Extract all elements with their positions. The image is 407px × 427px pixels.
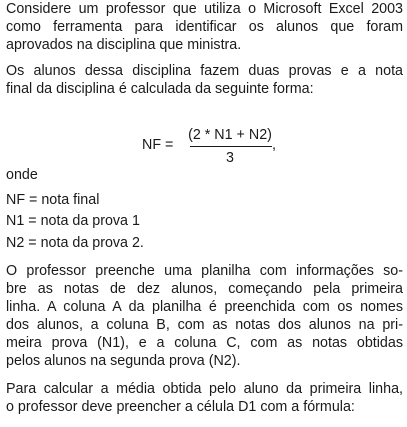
formula-comma: , bbox=[272, 137, 276, 153]
grade-formula bbox=[142, 126, 312, 174]
paragraph2-line-4: dos alunos, a coluna B, com as notas dos alunos na pri- bbox=[6, 317, 403, 333]
intro-line-4: Os alunos dessa disciplina fazem duas provas e a nota bbox=[6, 63, 403, 79]
paragraph2-line-5: meira prova (N1), e a coluna C, com as notas obtidas bbox=[6, 335, 403, 351]
intro-line-3: aprovados na disciplina que ministra. bbox=[6, 37, 242, 53]
definition-n2: N2 = nota da prova 2. bbox=[6, 235, 144, 251]
definition-n1: N1 = nota da prova 1 bbox=[6, 213, 140, 229]
paragraph3-line-2: o professor deve preencher a célula D1 com a fórmula: bbox=[6, 399, 355, 415]
paragraph2-line-2: bre as notas de dez alunos, começando pela primeira bbox=[6, 281, 403, 297]
paragraph2-line-6: pelos alunos na segunda prova (N2). bbox=[6, 353, 241, 369]
formula-denominator: 3 bbox=[226, 150, 234, 166]
formula-fraction bbox=[180, 126, 280, 167]
paragraph2-line-1: O professor preenche uma planilha com informações so- bbox=[6, 263, 403, 279]
formula-lhs: NF = bbox=[142, 137, 174, 153]
definition-nf: NF = nota final bbox=[6, 192, 100, 208]
definition-where: onde bbox=[6, 167, 38, 183]
intro-line-1: Considere um professor que utiliza o Microsoft Excel 2003 bbox=[6, 1, 403, 17]
intro-line-5: final da disciplina é calculada da seguinte forma: bbox=[6, 81, 314, 97]
paragraph3-line-1: Para calcular a média obtida pelo aluno da primeira linha, bbox=[6, 381, 403, 397]
paragraph2-line-3: linha. A coluna A da planilha é preenchida com os nomes bbox=[6, 299, 403, 315]
intro-line-2: como ferramenta para identificar os alunos que foram bbox=[6, 19, 403, 35]
fraction-bar bbox=[190, 146, 272, 147]
formula-numerator: (2 * N1 + N2) bbox=[188, 127, 272, 143]
